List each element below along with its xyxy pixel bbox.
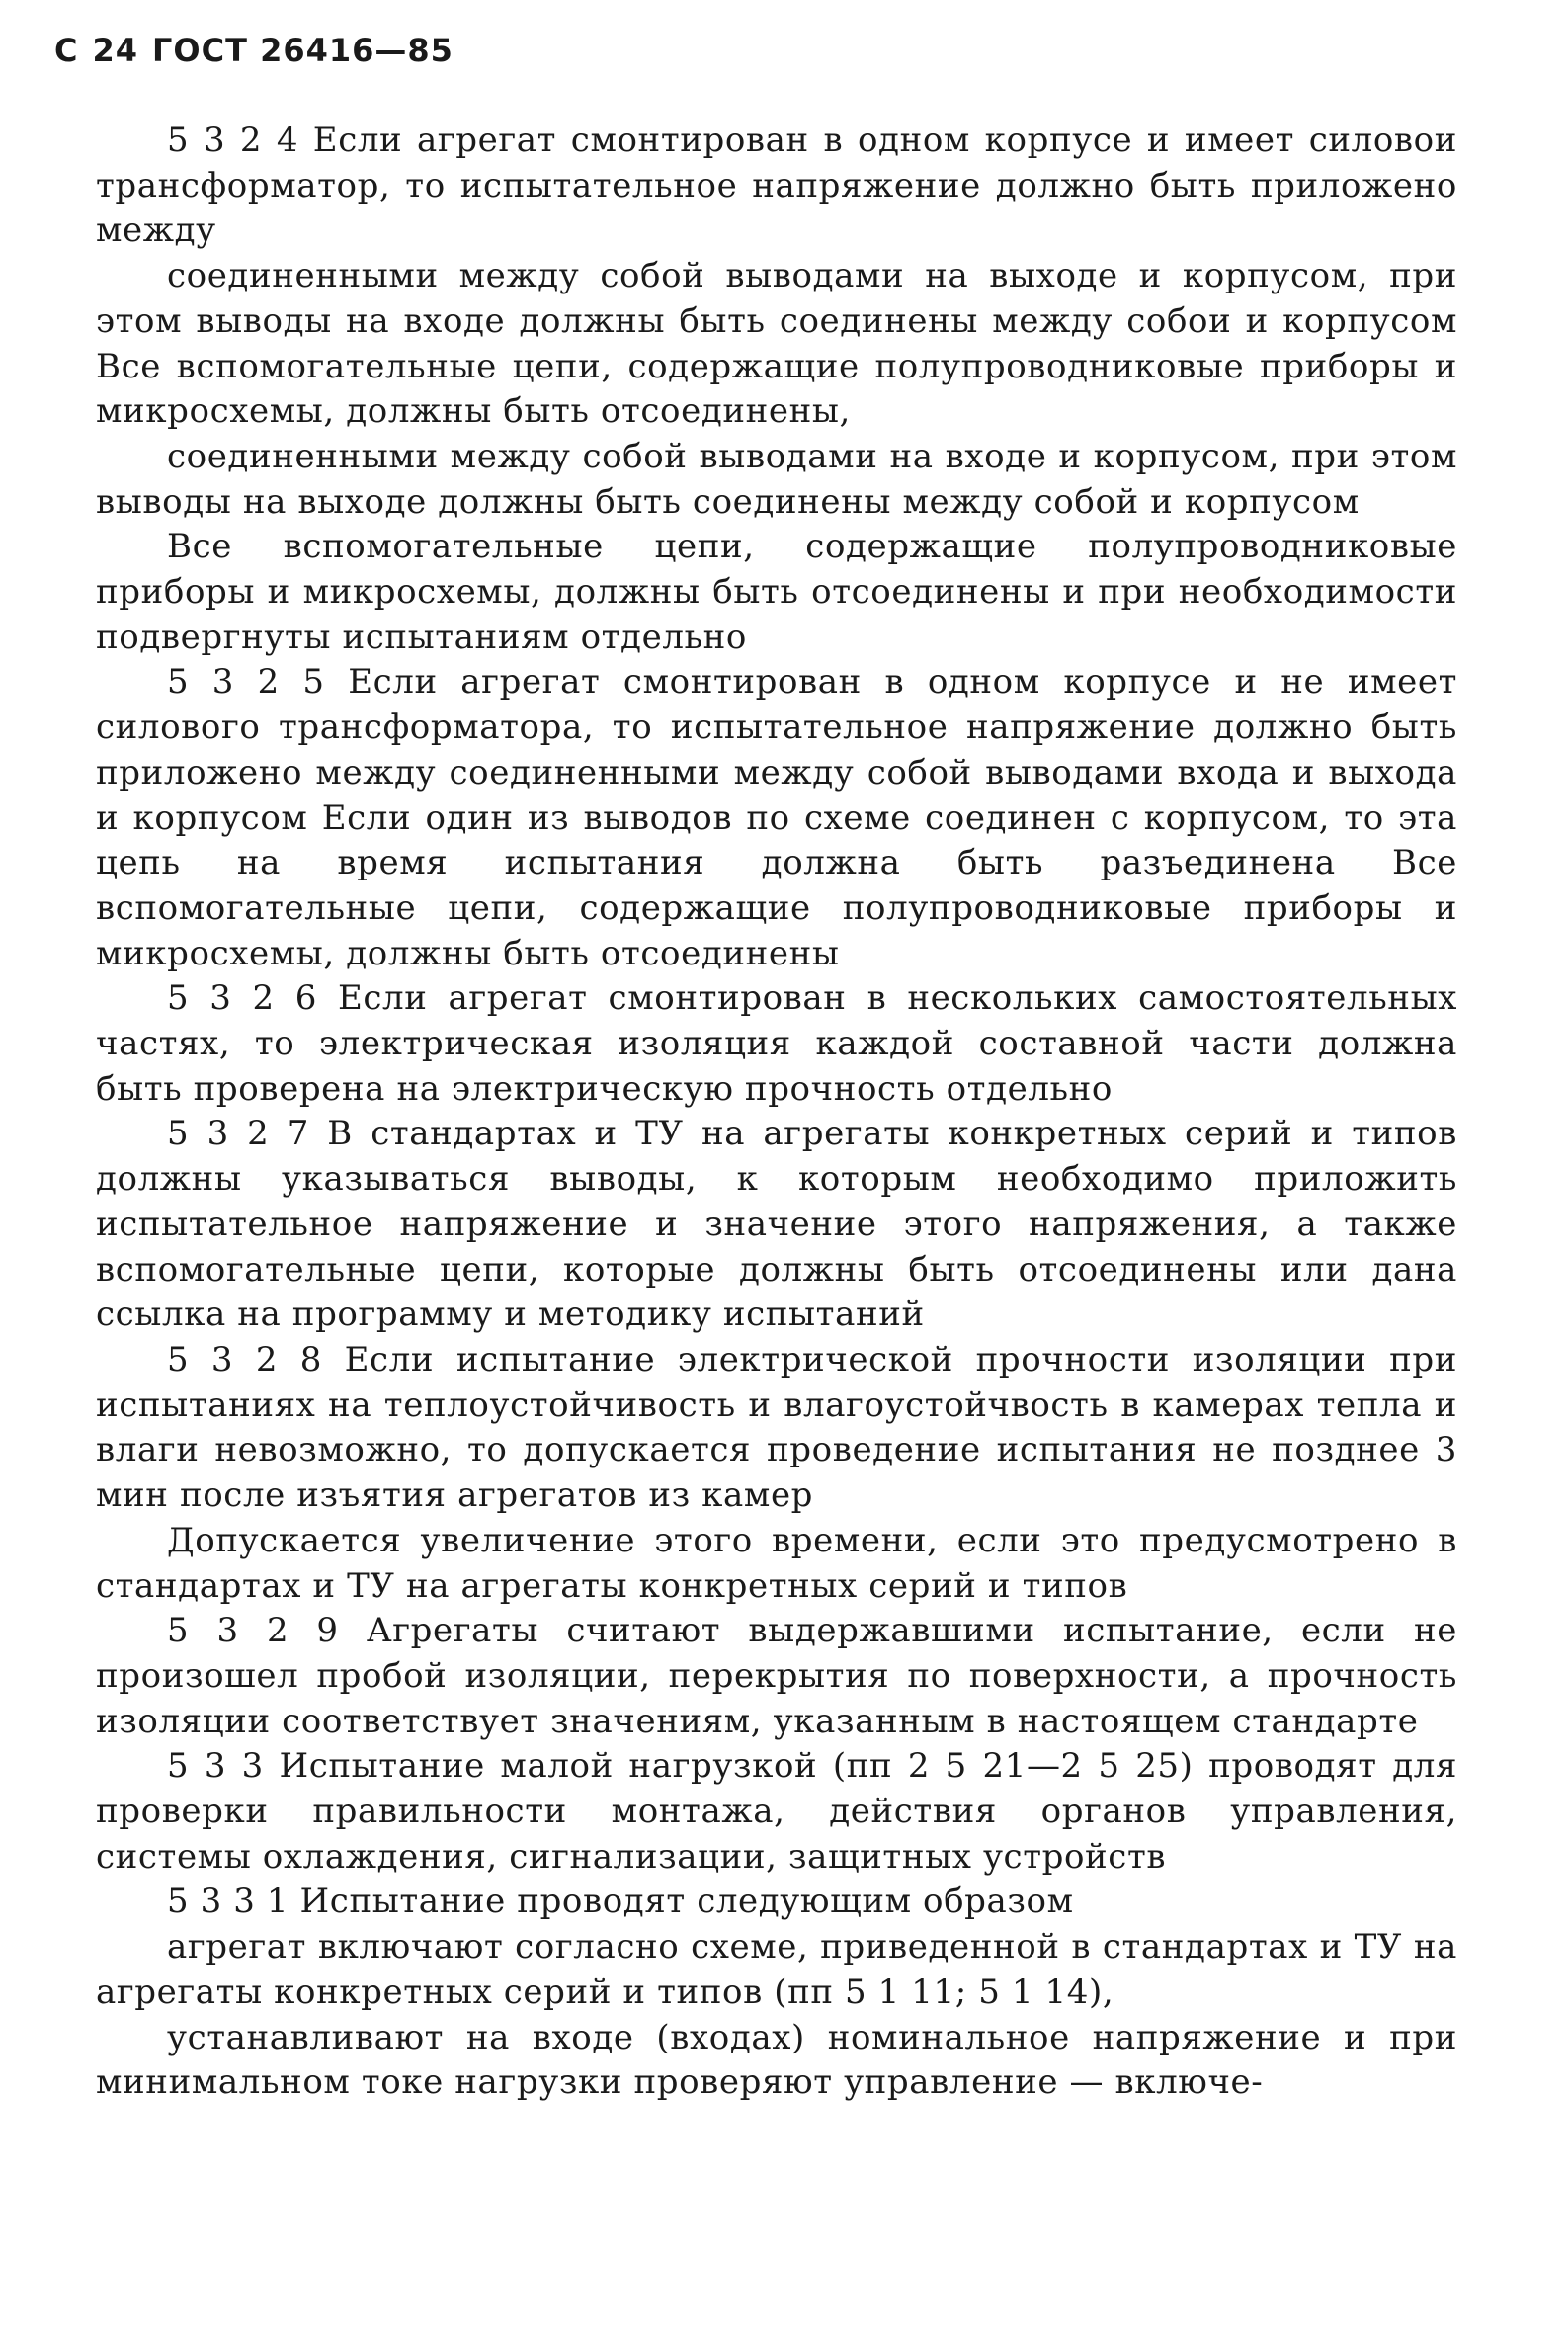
paragraph-5326: 5 3 2 6 Если агрегат смонтирован в нескольких самостоятельных частях, то электрическая изоляция каждой составной части должна быть проверена на электрическую прочность отдельно xyxy=(96,978,1457,1109)
paragraph-5328-note: Допускается увеличение этого времени, если это предусмотрено в стандартах и ТУ на агрегаты конкретных серий и типов xyxy=(96,1520,1457,1606)
paragraph-5327: 5 3 2 7 В стандартах и ТУ на агрегаты конкретных серий и типов должны указываться выводы, к которым необходимо приложить испытательное напряжение и значение этого напряжения, а также вспомогательные цепи, которые должны быть отсоединены или дана ссылка на программу и методику испытаний xyxy=(96,1114,1457,1335)
paragraph-5331: 5 3 3 1 Испытание проводят следующим образом xyxy=(167,1882,1074,1922)
paragraph-5328: 5 3 2 8 Если испытание электрической прочности изоляции при испытаниях на теплоустойчивость и влагоустойчвость в камерах тепла и влаги невозможно, то допускается проведение испытания не позднее 3 мин после изъятия агрегатов из камер xyxy=(96,1339,1457,1516)
paragraph-5325: 5 3 2 5 Если агрегат смонтирован в одном корпусе и не имеет силового трансформатора, то испытательное напряжение должно быть приложено между соединенными между собой выводами входа и выхода и корпусом Если один из выводов по схеме соединен с корпусом, то эта цепь на время испытания должна быть разъединена Все вспомогательные цепи, содержащие полупроводниковые приборы и микросхемы, должны быть отсоединены xyxy=(96,662,1457,973)
paragraph-5324: 5 3 2 4 Если агрегат смонтирован в одном корпусе и имеет силовои трансформатор, то испытательное напряжение должно быть приложено между xyxy=(96,121,1457,251)
paragraph-5324-note: Все вспомогательные цепи, содержащие полупроводниковые приборы и микросхемы, должны быть отсоединены и при необходимости подвергнуты испытаниям отдельно xyxy=(96,527,1457,657)
document-body xyxy=(96,119,1457,2106)
page-label: С xyxy=(54,32,79,69)
paragraph-5329: 5 3 2 9 Агрегаты считают выдержавшими испытание, если не произошел пробой изоляции, перекрытия по поверхности, а прочность изоляции соответствует значениям, указанным в настоящем стандарте xyxy=(96,1611,1457,1741)
paragraph-533: 5 3 3 Испытание малой нагрузкой (пп 2 5 21—2 5 25) проводят для проверки правильности монтажа, действия органов управления, системы охлаждения, сигнализации, защитных устройств xyxy=(96,1746,1457,1877)
paragraph-5331-step-switch-on: агрегат включают согласно схеме, приведенной в стандартах и ТУ на агрегаты конкретных серий и типов (пп 5 1 11; 5 1 14), xyxy=(96,1927,1457,2012)
paragraph-5324-item-output: соединенными между собой выводами на выходе и корпусом, при этом выводы на входе должны быть соединены между собои и корпусом Все вспомогательные цепи, содержащие полупроводниковые приборы и микросхемы, должны быть отсоединены, xyxy=(96,256,1457,432)
paragraph-5324-item-input: соединенными между собой выводами на входе и корпусом, при этом выводы на выходе должны быть соединены между собой и корпусом xyxy=(96,436,1457,522)
page-number: 24 xyxy=(92,32,139,69)
paragraph-5331-step-voltage: устанавливают на входе (входах) номинальное напряжение и при минимальном токе нагрузки проверяют управление — включе- xyxy=(96,2017,1457,2103)
standard-number: ГОСТ 26416—85 xyxy=(152,32,454,69)
page-header xyxy=(54,32,467,69)
